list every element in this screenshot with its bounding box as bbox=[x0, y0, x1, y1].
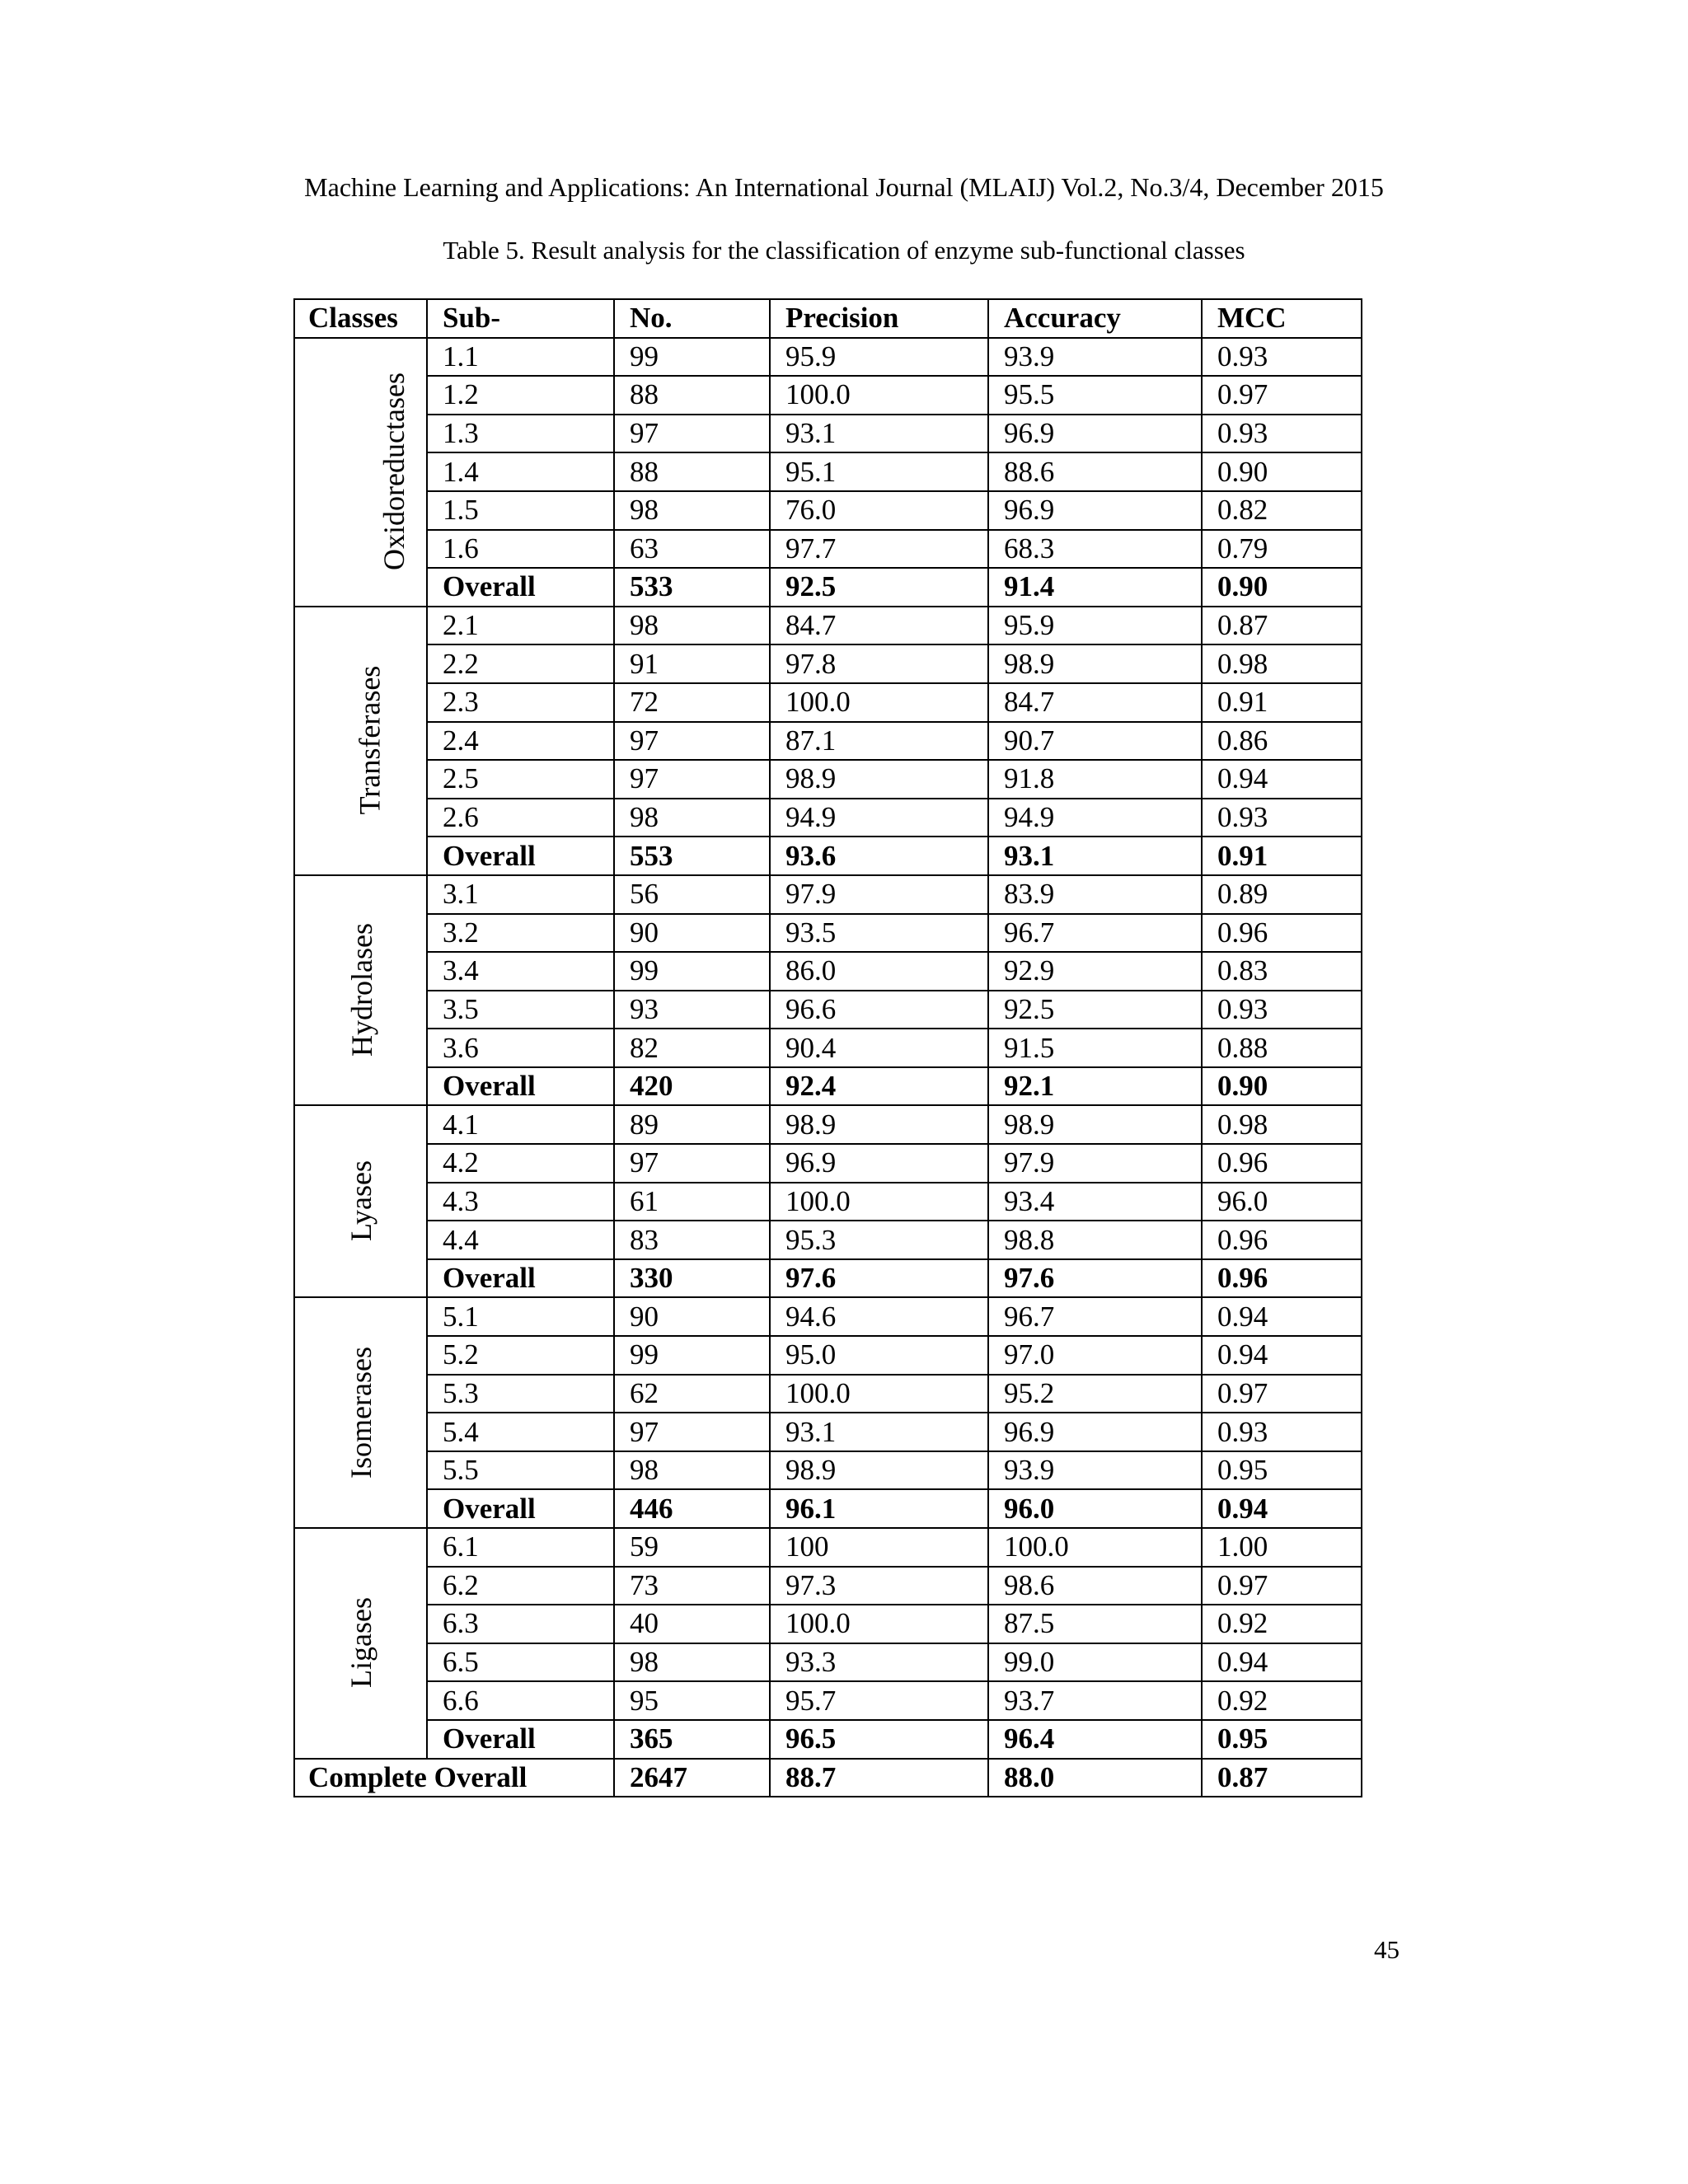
mcc-cell: 0.94 bbox=[1202, 1643, 1362, 1682]
class-name: Isomerases bbox=[344, 1346, 377, 1479]
accuracy-cell: 91.8 bbox=[988, 760, 1202, 799]
table-row bbox=[294, 1183, 1362, 1221]
column-header: Sub- bbox=[427, 299, 614, 338]
sub-cell: 3.1 bbox=[427, 875, 614, 914]
no-cell: 89 bbox=[614, 1105, 770, 1144]
accuracy-cell: 88.0 bbox=[988, 1759, 1202, 1797]
no-cell: 73 bbox=[614, 1567, 770, 1605]
precision-cell: 100.0 bbox=[770, 1183, 988, 1221]
sub-cell: 3.2 bbox=[427, 914, 614, 953]
accuracy-cell: 88.6 bbox=[988, 452, 1202, 491]
no-cell: 98 bbox=[614, 799, 770, 837]
class-group-cell bbox=[294, 338, 427, 607]
accuracy-cell: 92.1 bbox=[988, 1067, 1202, 1106]
no-cell: 61 bbox=[614, 1183, 770, 1221]
table-row bbox=[294, 914, 1362, 953]
no-cell: 72 bbox=[614, 683, 770, 722]
mcc-cell: 0.91 bbox=[1202, 683, 1362, 722]
table-row bbox=[294, 530, 1362, 569]
mcc-cell: 0.93 bbox=[1202, 1413, 1362, 1451]
no-cell: 97 bbox=[614, 1144, 770, 1183]
sub-cell: 1.4 bbox=[427, 452, 614, 491]
table-row bbox=[294, 1336, 1362, 1375]
no-cell: 91 bbox=[614, 644, 770, 683]
table-caption: Table 5. Result analysis for the classification of enzyme sub-functional classes bbox=[443, 236, 1245, 265]
overall-row bbox=[294, 568, 1362, 607]
accuracy-cell: 97.9 bbox=[988, 1144, 1202, 1183]
no-cell: 90 bbox=[614, 914, 770, 953]
accuracy-cell: 96.4 bbox=[988, 1720, 1202, 1759]
precision-cell: 95.1 bbox=[770, 452, 988, 491]
sub-cell: 2.5 bbox=[427, 760, 614, 799]
mcc-cell: 0.90 bbox=[1202, 452, 1362, 491]
precision-cell: 93.1 bbox=[770, 415, 988, 453]
no-cell: 420 bbox=[614, 1067, 770, 1106]
no-cell: 365 bbox=[614, 1720, 770, 1759]
overall-row bbox=[294, 1067, 1362, 1106]
accuracy-cell: 90.7 bbox=[988, 722, 1202, 761]
sub-cell: 1.5 bbox=[427, 491, 614, 530]
precision-cell: 95.0 bbox=[770, 1336, 988, 1375]
accuracy-cell: 95.2 bbox=[988, 1375, 1202, 1413]
precision-cell: 84.7 bbox=[770, 607, 988, 645]
column-header: Accuracy bbox=[988, 299, 1202, 338]
sub-cell: Overall bbox=[427, 1720, 614, 1759]
table-row bbox=[294, 952, 1362, 991]
accuracy-cell: 93.9 bbox=[988, 338, 1202, 377]
accuracy-cell: 68.3 bbox=[988, 530, 1202, 569]
accuracy-cell: 95.5 bbox=[988, 376, 1202, 415]
precision-cell: 96.6 bbox=[770, 991, 988, 1029]
mcc-cell: 0.97 bbox=[1202, 1375, 1362, 1413]
precision-cell: 93.6 bbox=[770, 837, 988, 875]
accuracy-cell: 97.0 bbox=[988, 1336, 1202, 1375]
sub-cell: 5.3 bbox=[427, 1375, 614, 1413]
accuracy-cell: 96.7 bbox=[988, 1297, 1202, 1336]
table-row bbox=[294, 644, 1362, 683]
accuracy-cell: 91.5 bbox=[988, 1029, 1202, 1067]
precision-cell: 98.9 bbox=[770, 1105, 988, 1144]
sub-cell: 1.1 bbox=[427, 338, 614, 377]
no-cell: 99 bbox=[614, 1336, 770, 1375]
mcc-cell: 0.94 bbox=[1202, 1489, 1362, 1528]
sub-cell: 1.2 bbox=[427, 376, 614, 415]
class-group-cell bbox=[294, 1528, 427, 1759]
mcc-cell: 0.93 bbox=[1202, 799, 1362, 837]
accuracy-cell: 98.9 bbox=[988, 644, 1202, 683]
overall-row bbox=[294, 1489, 1362, 1528]
no-cell: 56 bbox=[614, 875, 770, 914]
accuracy-cell: 96.0 bbox=[988, 1489, 1202, 1528]
accuracy-cell: 100.0 bbox=[988, 1528, 1202, 1567]
table-row bbox=[294, 491, 1362, 530]
table-row bbox=[294, 1375, 1362, 1413]
mcc-cell: 0.93 bbox=[1202, 991, 1362, 1029]
running-header: Machine Learning and Applications: An International Journal (MLAIJ) Vol.2, No.3/4, December 2015 bbox=[304, 172, 1384, 202]
table-row bbox=[294, 1567, 1362, 1605]
precision-cell: 98.9 bbox=[770, 1451, 988, 1490]
mcc-cell: 0.87 bbox=[1202, 1759, 1362, 1797]
precision-cell: 86.0 bbox=[770, 952, 988, 991]
accuracy-cell: 87.5 bbox=[988, 1605, 1202, 1643]
accuracy-cell: 96.9 bbox=[988, 1413, 1202, 1451]
no-cell: 97 bbox=[614, 760, 770, 799]
column-header: Classes bbox=[294, 299, 427, 338]
no-cell: 63 bbox=[614, 530, 770, 569]
precision-cell: 92.4 bbox=[770, 1067, 988, 1106]
accuracy-cell: 95.9 bbox=[988, 607, 1202, 645]
table-row bbox=[294, 338, 1362, 377]
mcc-cell: 0.82 bbox=[1202, 491, 1362, 530]
table-row bbox=[294, 1029, 1362, 1067]
precision-cell: 97.3 bbox=[770, 1567, 988, 1605]
sub-cell: 2.4 bbox=[427, 722, 614, 761]
mcc-cell: 0.93 bbox=[1202, 415, 1362, 453]
no-cell: 93 bbox=[614, 991, 770, 1029]
sub-cell: 6.5 bbox=[427, 1643, 614, 1682]
table-row bbox=[294, 1605, 1362, 1643]
precision-cell: 100.0 bbox=[770, 1375, 988, 1413]
mcc-cell: 0.97 bbox=[1202, 1567, 1362, 1605]
class-name: Ligases bbox=[344, 1597, 377, 1689]
precision-cell: 96.1 bbox=[770, 1489, 988, 1528]
table-row bbox=[294, 1221, 1362, 1259]
table-row bbox=[294, 722, 1362, 761]
page-number: 45 bbox=[1374, 1935, 1400, 1964]
sub-cell: 2.3 bbox=[427, 683, 614, 722]
overall-row bbox=[294, 1720, 1362, 1759]
overall-row bbox=[294, 837, 1362, 875]
accuracy-cell: 94.9 bbox=[988, 799, 1202, 837]
table-header-row bbox=[294, 299, 1362, 338]
precision-cell: 87.1 bbox=[770, 722, 988, 761]
class-name: Lyases bbox=[344, 1160, 377, 1242]
mcc-cell: 0.96 bbox=[1202, 1144, 1362, 1183]
table-row bbox=[294, 1297, 1362, 1336]
sub-cell: Overall bbox=[427, 1259, 614, 1298]
precision-cell: 100 bbox=[770, 1528, 988, 1567]
accuracy-cell: 92.9 bbox=[988, 952, 1202, 991]
accuracy-cell: 92.5 bbox=[988, 991, 1202, 1029]
accuracy-cell: 98.9 bbox=[988, 1105, 1202, 1144]
complete-overall-label: Complete Overall bbox=[294, 1759, 614, 1797]
no-cell: 97 bbox=[614, 415, 770, 453]
precision-cell: 93.1 bbox=[770, 1413, 988, 1451]
column-header: MCC bbox=[1202, 299, 1362, 338]
no-cell: 98 bbox=[614, 1643, 770, 1682]
precision-cell: 94.9 bbox=[770, 799, 988, 837]
sub-cell: Overall bbox=[427, 568, 614, 607]
mcc-cell: 0.92 bbox=[1202, 1681, 1362, 1720]
mcc-cell: 0.92 bbox=[1202, 1605, 1362, 1643]
no-cell: 98 bbox=[614, 491, 770, 530]
sub-cell: 1.6 bbox=[427, 530, 614, 569]
table-row bbox=[294, 376, 1362, 415]
mcc-cell: 0.98 bbox=[1202, 1105, 1362, 1144]
sub-cell: 5.1 bbox=[427, 1297, 614, 1336]
sub-cell: 2.6 bbox=[427, 799, 614, 837]
no-cell: 83 bbox=[614, 1221, 770, 1259]
precision-cell: 100.0 bbox=[770, 683, 988, 722]
no-cell: 88 bbox=[614, 452, 770, 491]
table-row bbox=[294, 991, 1362, 1029]
table-row bbox=[294, 1528, 1362, 1567]
no-cell: 553 bbox=[614, 837, 770, 875]
table-row bbox=[294, 760, 1362, 799]
precision-cell: 76.0 bbox=[770, 491, 988, 530]
precision-cell: 100.0 bbox=[770, 1605, 988, 1643]
accuracy-cell: 98.8 bbox=[988, 1221, 1202, 1259]
class-name: Transferases bbox=[353, 666, 387, 815]
accuracy-cell: 98.6 bbox=[988, 1567, 1202, 1605]
table-body bbox=[294, 338, 1362, 1797]
no-cell: 99 bbox=[614, 338, 770, 377]
sub-cell: 6.6 bbox=[427, 1681, 614, 1720]
no-cell: 88 bbox=[614, 376, 770, 415]
table-row bbox=[294, 683, 1362, 722]
mcc-cell: 0.83 bbox=[1202, 952, 1362, 991]
mcc-cell: 0.90 bbox=[1202, 1067, 1362, 1106]
mcc-cell: 0.89 bbox=[1202, 875, 1362, 914]
accuracy-cell: 97.6 bbox=[988, 1259, 1202, 1298]
sub-cell: Overall bbox=[427, 1067, 614, 1106]
table-row bbox=[294, 415, 1362, 453]
precision-cell: 96.9 bbox=[770, 1144, 988, 1183]
accuracy-cell: 93.1 bbox=[988, 837, 1202, 875]
class-name: Oxidoreductases bbox=[377, 373, 410, 571]
sub-cell: Overall bbox=[427, 1489, 614, 1528]
no-cell: 97 bbox=[614, 722, 770, 761]
results-table bbox=[293, 298, 1362, 1797]
no-cell: 62 bbox=[614, 1375, 770, 1413]
complete-overall-row bbox=[294, 1759, 1362, 1797]
class-group-cell bbox=[294, 1105, 427, 1297]
table-row bbox=[294, 799, 1362, 837]
sub-cell: Overall bbox=[427, 837, 614, 875]
precision-cell: 88.7 bbox=[770, 1759, 988, 1797]
precision-cell: 95.9 bbox=[770, 338, 988, 377]
sub-cell: 6.3 bbox=[427, 1605, 614, 1643]
mcc-cell: 0.98 bbox=[1202, 644, 1362, 683]
sub-cell: 4.3 bbox=[427, 1183, 614, 1221]
sub-cell: 5.5 bbox=[427, 1451, 614, 1490]
no-cell: 59 bbox=[614, 1528, 770, 1567]
sub-cell: 2.1 bbox=[427, 607, 614, 645]
table-row bbox=[294, 875, 1362, 914]
accuracy-cell: 96.9 bbox=[988, 415, 1202, 453]
accuracy-cell: 91.4 bbox=[988, 568, 1202, 607]
no-cell: 40 bbox=[614, 1605, 770, 1643]
mcc-cell: 0.79 bbox=[1202, 530, 1362, 569]
table-row bbox=[294, 1643, 1362, 1682]
precision-cell: 98.9 bbox=[770, 760, 988, 799]
accuracy-cell: 96.7 bbox=[988, 914, 1202, 953]
precision-cell: 95.3 bbox=[770, 1221, 988, 1259]
table-row bbox=[294, 1105, 1362, 1144]
precision-cell: 90.4 bbox=[770, 1029, 988, 1067]
accuracy-cell: 93.4 bbox=[988, 1183, 1202, 1221]
table-row bbox=[294, 1681, 1362, 1720]
sub-cell: 3.6 bbox=[427, 1029, 614, 1067]
table-row bbox=[294, 452, 1362, 491]
mcc-cell: 0.97 bbox=[1202, 376, 1362, 415]
no-cell: 82 bbox=[614, 1029, 770, 1067]
sub-cell: 4.1 bbox=[427, 1105, 614, 1144]
precision-cell: 94.6 bbox=[770, 1297, 988, 1336]
sub-cell: 6.2 bbox=[427, 1567, 614, 1605]
table-row bbox=[294, 607, 1362, 645]
mcc-cell: 0.95 bbox=[1202, 1720, 1362, 1759]
precision-cell: 97.7 bbox=[770, 530, 988, 569]
accuracy-cell: 96.9 bbox=[988, 491, 1202, 530]
no-cell: 95 bbox=[614, 1681, 770, 1720]
accuracy-cell: 84.7 bbox=[988, 683, 1202, 722]
table-row bbox=[294, 1451, 1362, 1490]
no-cell: 97 bbox=[614, 1413, 770, 1451]
overall-row bbox=[294, 1259, 1362, 1298]
mcc-cell: 0.96 bbox=[1202, 914, 1362, 953]
mcc-cell: 0.95 bbox=[1202, 1451, 1362, 1490]
mcc-cell: 0.87 bbox=[1202, 607, 1362, 645]
table-row bbox=[294, 1144, 1362, 1183]
mcc-cell: 0.94 bbox=[1202, 1336, 1362, 1375]
mcc-cell: 0.94 bbox=[1202, 1297, 1362, 1336]
no-cell: 446 bbox=[614, 1489, 770, 1528]
class-group-cell bbox=[294, 607, 427, 875]
accuracy-cell: 83.9 bbox=[988, 875, 1202, 914]
accuracy-cell: 99.0 bbox=[988, 1643, 1202, 1682]
column-header: No. bbox=[614, 299, 770, 338]
sub-cell: 1.3 bbox=[427, 415, 614, 453]
precision-cell: 92.5 bbox=[770, 568, 988, 607]
sub-cell: 5.4 bbox=[427, 1413, 614, 1451]
mcc-cell: 0.88 bbox=[1202, 1029, 1362, 1067]
sub-cell: 4.4 bbox=[427, 1221, 614, 1259]
no-cell: 98 bbox=[614, 1451, 770, 1490]
precision-cell: 96.5 bbox=[770, 1720, 988, 1759]
accuracy-cell: 93.9 bbox=[988, 1451, 1202, 1490]
class-name: Hydrolases bbox=[345, 923, 378, 1057]
mcc-cell: 0.96 bbox=[1202, 1221, 1362, 1259]
sub-cell: 5.2 bbox=[427, 1336, 614, 1375]
no-cell: 90 bbox=[614, 1297, 770, 1336]
sub-cell: 2.2 bbox=[427, 644, 614, 683]
precision-cell: 95.7 bbox=[770, 1681, 988, 1720]
precision-cell: 100.0 bbox=[770, 376, 988, 415]
no-cell: 2647 bbox=[614, 1759, 770, 1797]
precision-cell: 97.9 bbox=[770, 875, 988, 914]
mcc-cell: 0.93 bbox=[1202, 338, 1362, 377]
mcc-cell: 0.91 bbox=[1202, 837, 1362, 875]
sub-cell: 3.4 bbox=[427, 952, 614, 991]
no-cell: 99 bbox=[614, 952, 770, 991]
mcc-cell: 0.90 bbox=[1202, 568, 1362, 607]
mcc-cell: 0.94 bbox=[1202, 760, 1362, 799]
no-cell: 98 bbox=[614, 607, 770, 645]
mcc-cell: 96.0 bbox=[1202, 1183, 1362, 1221]
sub-cell: 6.1 bbox=[427, 1528, 614, 1567]
no-cell: 330 bbox=[614, 1259, 770, 1298]
accuracy-cell: 93.7 bbox=[988, 1681, 1202, 1720]
mcc-cell: 0.86 bbox=[1202, 722, 1362, 761]
class-group-cell bbox=[294, 875, 427, 1106]
column-header: Precision bbox=[770, 299, 988, 338]
precision-cell: 97.6 bbox=[770, 1259, 988, 1298]
sub-cell: 3.5 bbox=[427, 991, 614, 1029]
precision-cell: 93.3 bbox=[770, 1643, 988, 1682]
no-cell: 533 bbox=[614, 568, 770, 607]
table-row bbox=[294, 1413, 1362, 1451]
mcc-cell: 0.96 bbox=[1202, 1259, 1362, 1298]
sub-cell: 4.2 bbox=[427, 1144, 614, 1183]
precision-cell: 97.8 bbox=[770, 644, 988, 683]
class-group-cell bbox=[294, 1297, 427, 1528]
precision-cell: 93.5 bbox=[770, 914, 988, 953]
mcc-cell: 1.00 bbox=[1202, 1528, 1362, 1567]
